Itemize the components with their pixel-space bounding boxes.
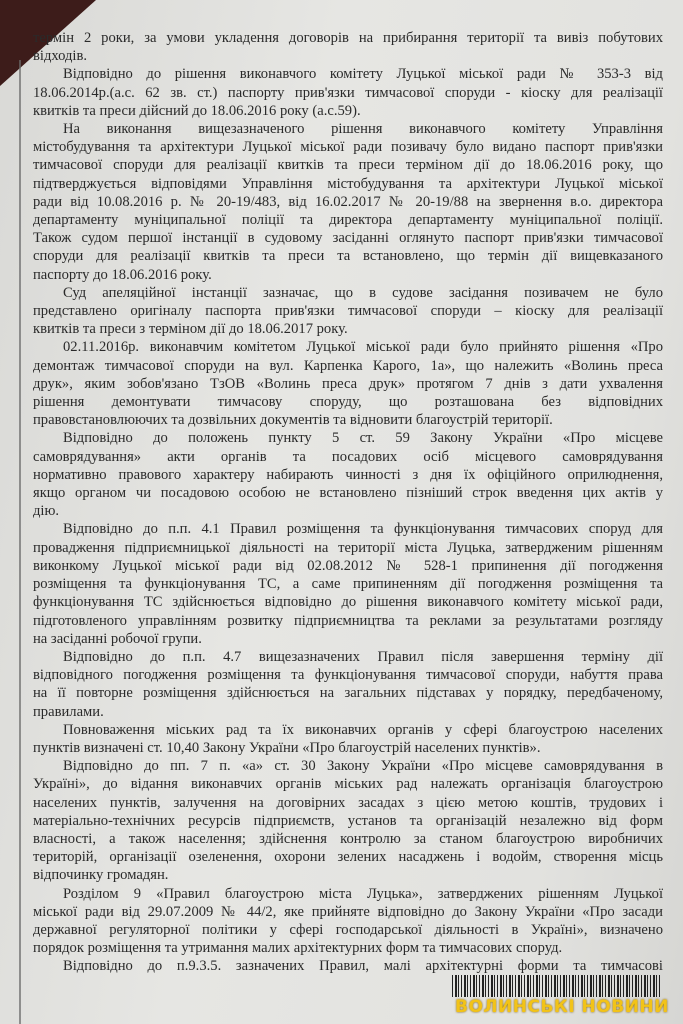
paragraph — [33, 757, 663, 884]
text-line: власності, а також населення; здійснення контролю за станом благоустрою виробничих — [33, 830, 663, 847]
text-line: функціонування ТС здійснюється відповідно до рішення виконавчого комітету міської ради, — [33, 594, 663, 611]
text-line: правовстановлюючих та дозвільних документів та відновити благоустрій території. — [33, 412, 553, 429]
paragraph — [33, 338, 663, 429]
paragraph — [33, 120, 663, 284]
text-line: Відповідно до положень пункту 5 ст. 59 Закону України «Про місцеве — [63, 430, 663, 447]
text-line: представлено оригіналу паспорта прив'язки тимчасової споруди – кіоску для реалізації — [33, 303, 663, 320]
paragraph — [33, 29, 663, 65]
text-line: порядок розміщення та утримання малих архітектурних форм та тимчасових споруд. — [33, 940, 563, 957]
text-line: Відповідно до п.п. 4.1 Правил розміщення та функціонування тимчасових споруд для — [63, 521, 663, 538]
text-line: паспорту до 18.06.2016 року. — [33, 266, 212, 283]
text-line: відходів. — [33, 48, 88, 65]
text-line: споруди для реалізації квитків та преси та встановлено, що термін дії вищевказаного — [33, 248, 663, 265]
paragraph — [33, 429, 663, 520]
text-line: департаменту муніципальної поліції та директора департаменту муніципальної поліції. — [33, 212, 663, 229]
text-line: Розділом 9 «Правил благоустрою міста Луцька», затверджених рішенням Луцької — [63, 885, 663, 902]
text-line: Також судом першої інстанції в судовому засіданні оглянуто паспорт прив'язки тимчасової — [33, 230, 663, 247]
text-line: містобудування та архітектури Луцької міської ради позивачу було видано паспорт прив'язки — [33, 139, 663, 156]
text-line: пунктів визначені ст. 10,40 Закону України «Про благоустрій населених пунктів». — [33, 739, 541, 756]
watermark-logo: ВОЛИНСЬКІ НОВИНИ — [455, 997, 669, 1017]
text-line: дію. — [33, 503, 60, 520]
text-line: самоврядування» акти органів та посадових осіб місцевого самоврядування — [33, 448, 663, 465]
text-line: Україні», до відання виконавчих органів міських рад належать організація благоустрою — [33, 776, 663, 793]
text-line: якщо органом чи посадовою особою не встановлено пізніший строк введення цих актів у — [33, 485, 663, 502]
document-page — [33, 29, 663, 976]
text-line: квитків та преси дійсний до 18.06.2016 року (а.с.59). — [33, 102, 361, 119]
text-line: 18.06.2014р.(а.с. 62 зв. ст.) паспорту прив'язки тимчасової споруди - кіоску для реалізації — [33, 84, 663, 101]
paragraph — [33, 648, 663, 721]
text-line: територій, організації озеленення, охорони зелених насаджень і водойм, створення місць — [33, 849, 663, 866]
text-line: підготовленого управлінням розвитку підприємництва та реклами за результатами розгляду — [33, 612, 663, 629]
page-edge — [19, 60, 21, 1024]
barcode — [452, 975, 660, 997]
paragraph — [33, 885, 663, 958]
text-line: термін 2 роки, за умови укладення договорів на прибирання території та вивіз побутових — [33, 30, 663, 46]
paragraph — [33, 520, 663, 647]
text-line: державної регуляторної політики у сфері господарської діяльності в Україні», визначено — [33, 921, 663, 938]
text-line: Суд апеляційної інстанції зазначає, що в судове засідання позивачем не було — [63, 284, 663, 301]
text-line: відпочинку громадян. — [33, 867, 169, 884]
text-line: демонтаж тимчасової споруди на вул. Карпенка Карого, 1а», що належить «Волинь преса — [33, 357, 663, 374]
text-line: Повноваження міських рад та їх виконавчих органів у сфері благоустрою населених — [63, 721, 663, 738]
text-line: населених пунктів, залучення на договірних засадах з цією метою коштів, трудових і — [33, 794, 663, 811]
text-line: тимчасової споруди для реалізації квитків та преси терміном дії до 18.06.2016 року, що — [33, 157, 663, 174]
text-line: Відповідно до пп. 7 п. «а» ст. 30 Закону України «Про місцеве самоврядування в — [63, 758, 663, 775]
text-line: на засіданні робочої групи. — [33, 630, 202, 647]
text-line: міської ради від 29.07.2009 № 44/2, яке прийняте відповідно до Закону України «Про засади — [33, 903, 663, 920]
text-line: Відповідно до рішення виконавчого комітету Луцької міської ради № 353-3 від — [63, 66, 663, 83]
text-line: друк», яким зобов'язано ТзОВ «Волинь преса друк» протягом 7 днів з дати ухвалення — [33, 375, 663, 392]
text-line: Відповідно до п.9.3.5. зазначених Правил, малі архітектурні форми та тимчасові — [63, 958, 663, 975]
text-line: Відповідно до п.п. 4.7 вищезазначених Правил після завершення терміну дії — [63, 648, 663, 665]
text-line: провадження підприємницької діяльності на території міста Луцька, затвердженим рішенням — [33, 539, 663, 556]
text-line: матеріально-технічних ресурсів підприємств, установ та організацій незалежно від форм — [33, 812, 663, 829]
text-line: нормативно правового характеру набирають чинності з дня їх офіційного оприлюднення, — [33, 466, 663, 483]
text-line: розміщення та функціонування ТС, а саме припиненням дії погодження розміщення та — [33, 576, 663, 593]
text-line: відповідного погодження розміщення та функціонування тимчасової споруди, набуття права — [33, 667, 663, 684]
paragraph — [33, 284, 663, 339]
text-line: виконкому Луцької міської ради від 02.08.2012 № 528-1 припинення дії погодження — [33, 557, 663, 574]
paragraph — [33, 721, 663, 757]
paragraph — [33, 957, 663, 975]
text-line: На виконання вищезазначеного рішення виконавчого комітету Управління — [63, 121, 663, 138]
text-line: квитків та преси з терміном дії до 18.06.2017 року. — [33, 321, 348, 338]
text-line: правилами. — [33, 703, 104, 720]
text-line: 02.11.2016р. виконавчим комітетом Луцької міської ради було прийнято рішення «Про — [63, 339, 663, 356]
paragraph — [33, 65, 663, 120]
text-line: ради від 10.08.2016 р. № 20-19/483, від 16.02.2017 № 20-19/88 на звернення в.о. директора — [33, 193, 663, 210]
text-line: на її повторне розміщення здійснюється на загальних підставах у порядку, передбаченому, — [33, 685, 663, 702]
text-line: рішення демонтувати тимчасову споруду, що розташована без відповідних — [33, 394, 663, 411]
text-line: підтверджується відповідями Управління містобудування та архітектури Луцької міської — [33, 175, 663, 192]
